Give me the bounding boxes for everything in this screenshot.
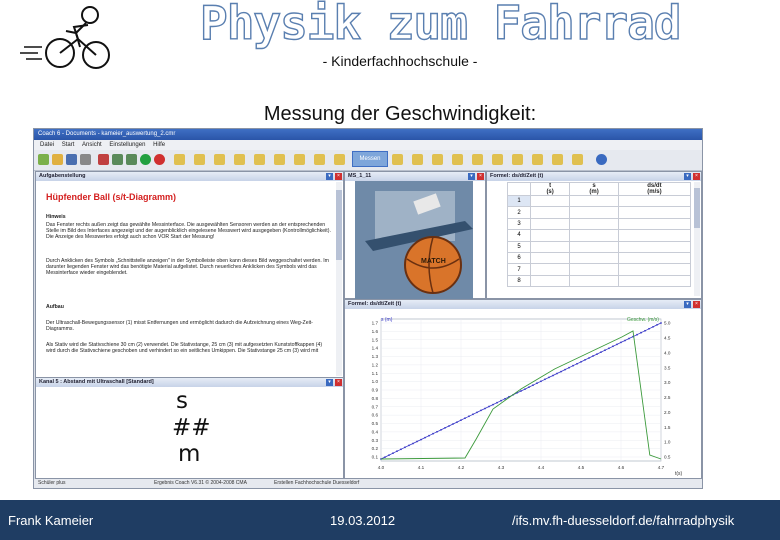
- position-point: [420, 439, 422, 441]
- coach-app-window: [33, 128, 703, 489]
- channel-panel: [35, 377, 344, 479]
- hinweis-text: Das Fenster rechts außen zeigt das gewählte Messinterface. Die ausgewählten Sensoren werden an der entsprechenden Stelle im Bild des Interfaces angezeigt und der augenblicklich eingelesene Messwert wird ausgegeben (Kontrollmöglichkeit). Die Anzeige des Messwertes erfolgt auch schon VOR Start der Messung!: [46, 222, 331, 241]
- left-tick-label: 0.4: [371, 429, 378, 435]
- left-tick-label: 0.5: [371, 421, 378, 427]
- position-point: [460, 419, 462, 421]
- position-point: [636, 334, 638, 336]
- slide-heading: Messung der Geschwindigkeit:: [263, 103, 537, 125]
- tool-icon[interactable]: [274, 154, 285, 165]
- minimize-icon[interactable]: ▾: [468, 173, 475, 180]
- tool-icon[interactable]: [314, 154, 325, 165]
- x-tick-label: 4.5: [577, 465, 585, 470]
- left-tick-label: 1.4: [371, 345, 378, 351]
- position-point: [624, 340, 626, 342]
- x-tick-label: 4.4: [537, 465, 545, 470]
- tool-icon[interactable]: [452, 154, 463, 165]
- tool-icon[interactable]: [214, 154, 225, 165]
- status-mid: Ergebnis Coach V6.31 © 2004-2008 CMA: [154, 480, 247, 486]
- channel-panel-header: Kanal 5 : Abstand mit Ultraschall [Standard]: [36, 378, 343, 387]
- table-panel-header: Formel: ds/dt/Zeit (t): [487, 172, 701, 181]
- x-axis: [378, 465, 665, 470]
- position-point: [580, 361, 582, 363]
- table-row[interactable]: [508, 275, 691, 286]
- paste-icon[interactable]: [126, 154, 137, 165]
- print-icon[interactable]: [80, 154, 91, 165]
- right-tick-label: 3.5: [664, 365, 671, 371]
- minimize-icon[interactable]: ▾: [326, 379, 333, 386]
- right-axis-label: Geschw. (m/s): [627, 317, 659, 323]
- x-tick-label: 4.2: [457, 465, 465, 470]
- close-icon[interactable]: ×: [693, 301, 700, 308]
- position-point: [488, 406, 490, 408]
- footer-date: 19.03.2012: [330, 513, 396, 528]
- left-tick-label: 1.7: [371, 320, 378, 326]
- right-tick-label: 0.5: [664, 454, 671, 460]
- position-point: [444, 427, 446, 429]
- left-tick-label: 0.2: [371, 446, 378, 452]
- x-tick-label: 4.6: [617, 465, 625, 470]
- position-point: [640, 332, 642, 334]
- tool-icon[interactable]: [254, 154, 265, 165]
- x-tick-label: 4.7: [657, 465, 665, 470]
- footer-author: Frank Kameier: [8, 513, 94, 528]
- position-point: [532, 384, 534, 386]
- app-toolbar: [34, 150, 702, 171]
- aufbau-heading: Aufbau: [46, 304, 64, 310]
- tool-icon[interactable]: [294, 154, 305, 165]
- position-point: [452, 423, 454, 425]
- app-statusbar: [34, 479, 702, 488]
- position-point: [424, 437, 426, 439]
- position-point: [628, 338, 630, 340]
- position-point: [540, 380, 542, 382]
- x-tick-label: 4.1: [417, 465, 425, 470]
- row-number: 4: [508, 230, 531, 241]
- position-point: [552, 375, 554, 377]
- table-row[interactable]: [508, 252, 691, 263]
- left-axis: [372, 321, 379, 460]
- position-point: [436, 431, 438, 433]
- position-point: [480, 410, 482, 412]
- close-icon[interactable]: ×: [335, 173, 342, 180]
- video-panel-header: MS_1_11: [345, 172, 485, 181]
- new-icon[interactable]: [38, 154, 49, 165]
- left-tick-label: 1.3: [371, 354, 378, 360]
- tool-icon[interactable]: [472, 154, 483, 165]
- position-point: [596, 353, 598, 355]
- open-icon[interactable]: [52, 154, 63, 165]
- tool-icon[interactable]: [512, 154, 523, 165]
- left-tick-label: 0.9: [371, 387, 378, 393]
- left-tick-label: 0.8: [371, 395, 378, 401]
- graph-panel-header: Formel: ds/dt/Zeit (t): [345, 300, 701, 309]
- close-icon[interactable]: ×: [693, 173, 700, 180]
- position-point: [588, 357, 590, 359]
- table-row[interactable]: [508, 196, 691, 207]
- tool-icon[interactable]: [412, 154, 423, 165]
- position-point: [564, 369, 566, 371]
- data-table: [507, 182, 691, 287]
- right-tick-label: 1.5: [664, 424, 671, 430]
- minimize-icon[interactable]: ▾: [684, 301, 691, 308]
- video-frame-image: [355, 181, 473, 299]
- position-point: [556, 373, 558, 375]
- x-tick-label: 4.0: [377, 465, 385, 470]
- aufbau-text: Der Ultraschall-Bewegungssensor (1) misst Entfernungen und ermöglicht dadurch die Aufzeichnung eines Weg-Zeit-Diagramms.: [46, 320, 313, 333]
- table-row[interactable]: [508, 241, 691, 252]
- position-point: [524, 388, 526, 390]
- save-icon[interactable]: [66, 154, 77, 165]
- right-tick-label: 3.0: [664, 380, 671, 386]
- row-number: 8: [508, 275, 531, 286]
- position-point: [404, 446, 406, 448]
- right-tick-label: 2.0: [664, 409, 671, 415]
- position-point: [620, 342, 622, 344]
- position-point: [544, 378, 546, 380]
- position-point: [600, 351, 602, 353]
- left-tick-label: 1.6: [371, 328, 378, 334]
- position-point: [472, 413, 474, 415]
- hinweis-heading: Hinweis: [46, 214, 66, 220]
- left-tick-label: 1.1: [371, 370, 378, 376]
- position-point: [608, 347, 610, 349]
- right-tick-label: 2.5: [664, 395, 671, 401]
- graph-canvas[interactable]: [345, 309, 701, 478]
- position-point: [568, 367, 570, 369]
- table-scrollbar[interactable]: [694, 182, 700, 296]
- task-panel: [35, 171, 344, 378]
- position-point: [572, 365, 574, 367]
- channel-unit: m: [178, 441, 201, 467]
- graph-panel: [344, 299, 702, 479]
- right-tick-label: 4.5: [664, 335, 671, 341]
- slide-footer: [0, 500, 780, 540]
- position-point: [440, 429, 442, 431]
- copy-icon[interactable]: [112, 154, 123, 165]
- row-number: 5: [508, 241, 531, 252]
- aufbau-text-2: Als Stativ wird die Stativschiene 30 cm (2) verwendet. Die Stativstange, 25 cm (3) mit aufgesetzten Kunststoffkappen (4) wird durch die Stativschiene geschoben und verhindert so ein seitliches Umkippen. Die Stativstange 25 cm (3) wird mit: [46, 342, 323, 355]
- position-point: [528, 386, 530, 388]
- position-point: [428, 435, 430, 437]
- tool-icon[interactable]: [572, 154, 583, 165]
- tool-icon[interactable]: [552, 154, 563, 165]
- position-point: [496, 402, 498, 404]
- stop-icon[interactable]: [154, 154, 165, 165]
- position-point: [616, 344, 618, 346]
- task-panel-header: Aufgabenstellung: [36, 172, 343, 181]
- minimize-icon[interactable]: ▾: [326, 173, 333, 180]
- row-number: 3: [508, 218, 531, 229]
- position-point: [484, 408, 486, 410]
- position-point: [388, 454, 390, 456]
- position-point: [520, 390, 522, 392]
- slide-subtitle: - Kinderfachhochschule -: [322, 53, 478, 69]
- left-tick-label: 0.7: [371, 404, 378, 410]
- position-point: [432, 433, 434, 435]
- position-point: [560, 371, 562, 373]
- row-number: 7: [508, 264, 531, 275]
- col-s-unit: (m): [589, 189, 599, 195]
- tool-icon[interactable]: [492, 154, 503, 165]
- menu-hilfe[interactable]: Hilfe: [153, 142, 166, 148]
- position-point: [468, 415, 470, 417]
- status-right: Erstellen Fachhochschule Duesseldorf: [274, 480, 360, 486]
- start-icon[interactable]: [140, 154, 151, 165]
- left-tick-label: 0.1: [371, 454, 378, 460]
- tool-icon[interactable]: [194, 154, 205, 165]
- position-point: [412, 443, 414, 445]
- help-icon[interactable]: [596, 154, 607, 165]
- left-axis-label: s (m): [381, 317, 393, 323]
- table-header-row: [508, 183, 691, 196]
- data-table-panel: [486, 171, 702, 299]
- right-axis: [664, 321, 671, 460]
- slide-title: Physik zum Fahrrad: [200, 0, 681, 50]
- position-point: [408, 445, 410, 447]
- position-point: [392, 452, 394, 454]
- cut-icon[interactable]: [98, 154, 109, 165]
- position-point: [384, 456, 386, 458]
- col-t-unit: (s): [546, 189, 554, 195]
- menu-einstellungen[interactable]: Einstellungen: [109, 142, 146, 148]
- position-point: [416, 441, 418, 443]
- x-tick-label: 4.3: [497, 465, 505, 470]
- task-scrollbar[interactable]: [336, 182, 342, 376]
- col-dsdt-name: ds/dt: [647, 183, 662, 189]
- row-number: 2: [508, 207, 531, 218]
- position-point: [592, 355, 594, 357]
- position-point: [396, 450, 398, 452]
- cyclist-logo-icon: [18, 3, 113, 75]
- position-point: [604, 349, 606, 351]
- video-frame: [355, 181, 473, 299]
- right-tick-label: 4.0: [664, 350, 671, 356]
- left-tick-label: 0.6: [371, 412, 378, 418]
- minimize-icon[interactable]: ▾: [684, 173, 691, 180]
- tool-icon[interactable]: [174, 154, 185, 165]
- left-tick-label: 0.3: [371, 437, 378, 443]
- position-point: [448, 425, 450, 427]
- position-point: [660, 322, 662, 324]
- status-left: Schüler plus: [38, 480, 66, 486]
- channel-symbol: s: [176, 388, 188, 414]
- ball-label: MATCH: [421, 258, 446, 265]
- menu-datei[interactable]: Datei: [40, 142, 55, 148]
- position-point: [612, 345, 614, 347]
- left-tick-label: 1.2: [371, 362, 378, 368]
- close-icon[interactable]: ×: [335, 379, 342, 386]
- tool-icon[interactable]: [532, 154, 543, 165]
- position-point: [400, 448, 402, 450]
- messen-button[interactable]: Messen: [352, 151, 388, 167]
- tool-icon[interactable]: [334, 154, 345, 165]
- position-point: [500, 400, 502, 402]
- x-axis-unit: t(s): [675, 471, 683, 477]
- tool-icon[interactable]: [392, 154, 403, 165]
- tool-icon[interactable]: [234, 154, 245, 165]
- table-row[interactable]: [508, 218, 691, 229]
- task-title: Hüpfender Ball (s/t-Diagramm): [46, 192, 177, 202]
- left-tick-label: 1.5: [371, 337, 378, 343]
- position-point: [652, 326, 654, 328]
- position-point: [536, 382, 538, 384]
- video-panel: [344, 171, 486, 299]
- table-row[interactable]: [508, 264, 691, 275]
- position-point: [476, 412, 478, 414]
- position-point: [584, 359, 586, 361]
- table-row[interactable]: [508, 207, 691, 218]
- app-titlebar: [34, 129, 702, 140]
- app-window-title: Coach 6 - Documents - kameier_auswertung_2.cmr: [38, 131, 176, 137]
- position-point: [464, 417, 466, 419]
- position-point: [576, 363, 578, 365]
- col-dsdt-unit: (m/s): [647, 189, 662, 195]
- col-s-name: s: [592, 183, 596, 189]
- position-point: [492, 404, 494, 406]
- position-point: [644, 330, 646, 332]
- left-tick-label: 1.0: [371, 379, 378, 385]
- hinweis-text-2: Durch Anklicken des Symbols „Schnittstelle anzeigen" in der Symbolleiste oben kann dieses Bild weggeschaltet werden. Im darunter liegenden Fenster wird das benötigte Material aufgelistet. Durch neuerliches Anklicken des Symbols wird das Messinterface wieder eingeblendet.: [46, 258, 329, 277]
- footer-url: /ifs.mv.fh-duesseldorf.de/fahrradphysik: [512, 513, 735, 528]
- right-tick-label: 5.0: [664, 320, 671, 326]
- graph-grid: [381, 319, 661, 461]
- position-point: [548, 377, 550, 379]
- row-number: 6: [508, 252, 531, 263]
- table-row[interactable]: [508, 230, 691, 241]
- row-number: 1: [508, 196, 531, 207]
- close-icon[interactable]: ×: [477, 173, 484, 180]
- menu-ansicht[interactable]: Ansicht: [82, 142, 102, 148]
- tool-icon[interactable]: [432, 154, 443, 165]
- position-point: [456, 421, 458, 423]
- menu-start[interactable]: Start: [61, 142, 75, 148]
- col-t-name: t: [549, 183, 552, 189]
- channel-value: ##: [172, 415, 211, 441]
- position-point: [648, 328, 650, 330]
- right-tick-label: 1.0: [664, 439, 671, 445]
- position-point: [656, 324, 658, 326]
- app-menubar: [34, 140, 702, 150]
